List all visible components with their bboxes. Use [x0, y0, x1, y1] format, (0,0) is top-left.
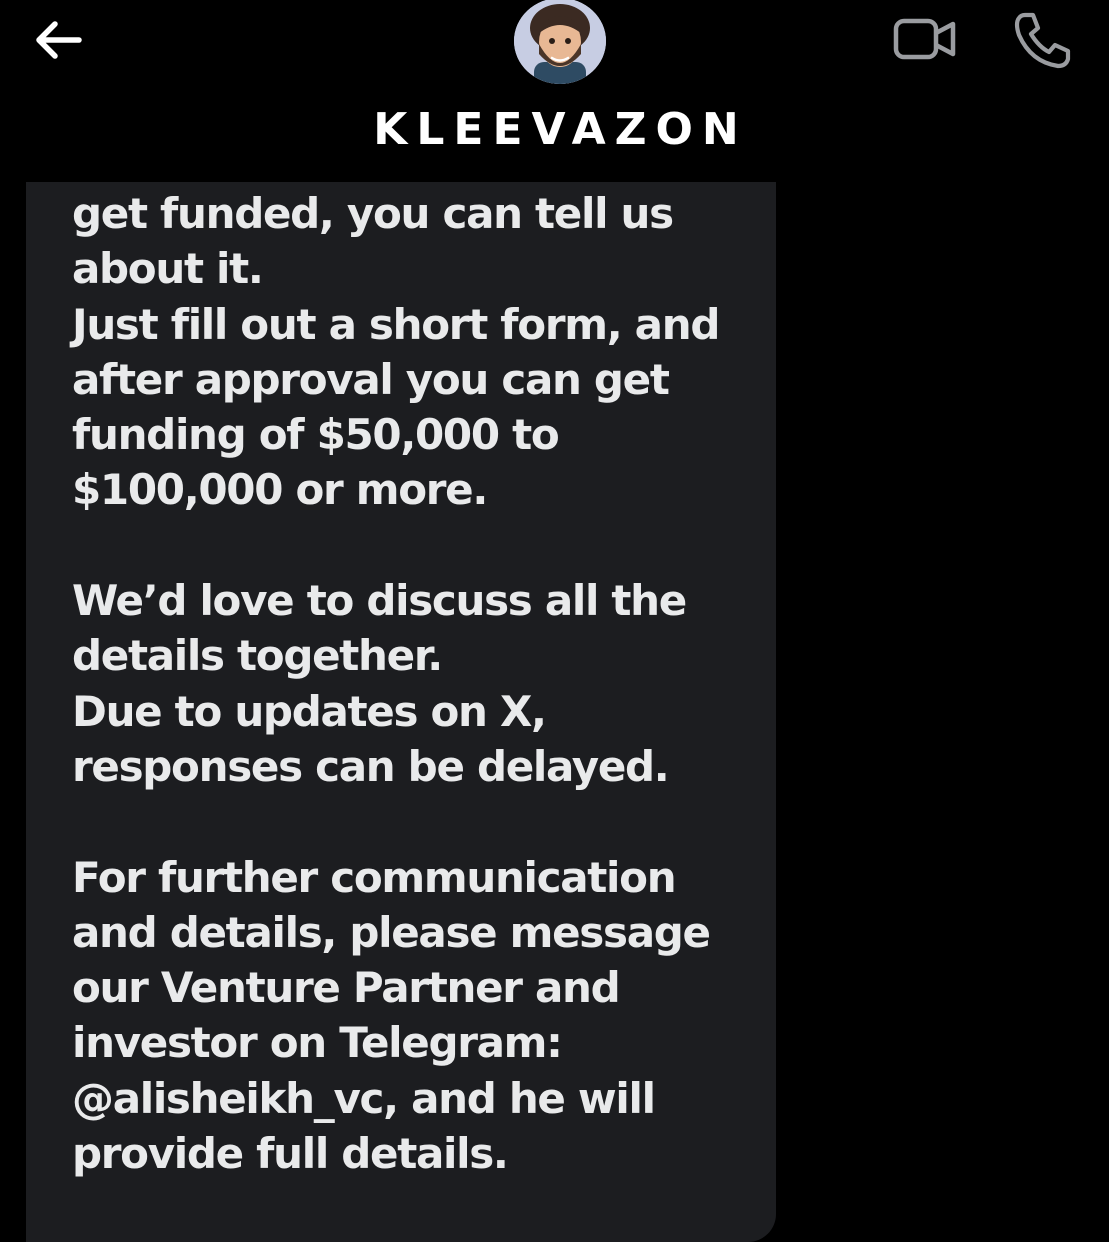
message-line: Due to updates on X, [72, 686, 546, 736]
message-line: and details, please message [72, 907, 710, 957]
message-line: Just fill out a short form, and [72, 299, 720, 349]
arrow-left-icon [33, 20, 83, 60]
paragraph-gap [72, 518, 772, 573]
message-line: after approval you can get [72, 354, 669, 404]
message-line: about it. [72, 244, 263, 294]
voice-call-button[interactable] [1008, 10, 1074, 70]
message-line: get funded, you can tell us [72, 189, 673, 238]
phone-icon [1011, 11, 1071, 69]
video-camera-icon [893, 16, 957, 62]
message-line: provide full details. [72, 1129, 508, 1179]
avatar[interactable] [514, 0, 606, 84]
paragraph-gap [72, 794, 772, 849]
message-bubble[interactable] [26, 182, 776, 1242]
message-line: our Venture Partner and [72, 963, 620, 1013]
message-line: details together. [72, 631, 442, 681]
back-button[interactable] [30, 18, 86, 62]
contact-name[interactable]: KLEEVAZON [373, 104, 748, 155]
message-line: We’d love to discuss all the [72, 576, 686, 626]
message-line: @alisheikh_vc, and he will [72, 1073, 655, 1123]
conversation-header [0, 0, 1109, 182]
avatar-icon [514, 0, 606, 84]
message-line: investor on Telegram: [72, 1018, 562, 1068]
video-call-button[interactable] [892, 14, 958, 64]
message-line: For further communication [72, 852, 676, 902]
message-text [72, 186, 772, 1181]
message-line: responses can be delayed. [72, 741, 669, 791]
message-line: $100,000 or more. [72, 465, 488, 515]
message-line: funding of $50,000 to [72, 410, 559, 460]
